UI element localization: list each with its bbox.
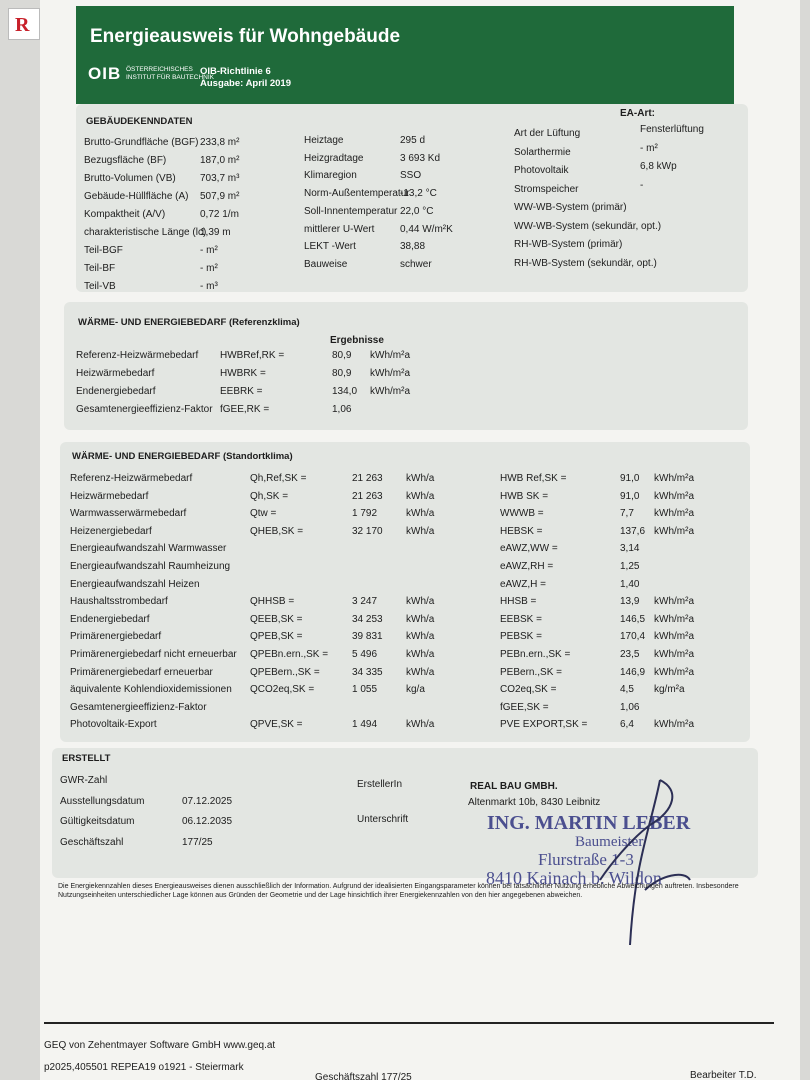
referenz-label: Heizwärmebedarf bbox=[76, 368, 155, 379]
standort-value: 34 253 bbox=[352, 613, 383, 625]
standort-value-2: 1,25 bbox=[620, 561, 640, 572]
standort-unit-2: kWh/m²a bbox=[654, 631, 694, 643]
standort-symbol-2: EEBSK = bbox=[500, 613, 542, 625]
standort-symbol: Qh,SK = bbox=[250, 490, 289, 502]
standort-unit: kWh/a bbox=[406, 649, 435, 660]
erstellt-value: 06.12.2035 bbox=[182, 816, 233, 827]
standort-value: 5 496 bbox=[352, 649, 378, 660]
standort-label: Warmwasserwärmebedarf bbox=[70, 508, 187, 520]
standort-unit-2: kWh/m²a bbox=[654, 649, 694, 660]
erstellt-label: Gültigkeitsdatum bbox=[60, 816, 135, 827]
standort-symbol: QHHSB = bbox=[250, 596, 295, 608]
standort-symbol: QPEB,SK = bbox=[250, 631, 303, 643]
standort-value: 1 055 bbox=[352, 684, 378, 696]
standort-symbol-2: HWB SK = bbox=[500, 490, 549, 502]
standort-value: 39 831 bbox=[352, 631, 383, 643]
standort-label: Heizenergiebedarf bbox=[70, 525, 152, 537]
standort-panel bbox=[60, 442, 750, 742]
standort-value-2: 1,40 bbox=[620, 578, 640, 590]
klima-value: 22,0 °C bbox=[400, 205, 434, 217]
ea-value: Fensterlüftung bbox=[640, 124, 704, 135]
ea-label: Art der Lüftung bbox=[514, 128, 581, 139]
standort-symbol: QEEB,SK = bbox=[250, 613, 303, 625]
klima-value: -13,2 °C bbox=[400, 188, 437, 200]
referenz-value: 1,06 bbox=[332, 404, 352, 415]
standort-label: Primärenergiebedarf nicht erneuerbar bbox=[70, 649, 237, 660]
referenz-label: Endenergiebedarf bbox=[76, 386, 156, 397]
standort-unit-2: kWh/m²a bbox=[654, 666, 694, 678]
bearbeiter-line: Bearbeiter T.D. bbox=[690, 1070, 757, 1080]
standort-unit-2: kg/m²a bbox=[654, 684, 685, 696]
erstellt-label: Ausstellungsdatum bbox=[60, 795, 145, 807]
klima-value: 295 d bbox=[400, 135, 426, 146]
gebaeude-value: 507,9 m² bbox=[200, 191, 240, 202]
gz-line: Geschäftszahl 177/25 bbox=[315, 1072, 412, 1080]
standort-symbol-2: fGEE,SK = bbox=[500, 701, 549, 713]
gebaeude-value: 187,0 m² bbox=[200, 155, 240, 166]
company-address: Altenmarkt 10b, 8430 Leibnitz bbox=[468, 797, 601, 808]
standort-value-2: 4,5 bbox=[620, 684, 634, 696]
standort-title: WÄRME- UND ENERGIEBEDARF (Standortklima) bbox=[72, 451, 293, 462]
klima-label: Heizgradtage bbox=[304, 152, 364, 164]
klima-label: Heiztage bbox=[304, 135, 344, 146]
stamp-name: ING. MARTIN LEBER bbox=[487, 812, 691, 834]
standort-symbol-2: PEBern.,SK = bbox=[500, 666, 562, 678]
standort-unit-2: kWh/m²a bbox=[654, 473, 694, 484]
standort-unit: kWh/a bbox=[406, 613, 435, 625]
referenz-symbol: EEBRK = bbox=[220, 386, 263, 397]
standort-unit: kWh/a bbox=[406, 473, 435, 484]
gebaeude-label: Teil-BF bbox=[84, 263, 116, 274]
ea-label: Stromspeicher bbox=[514, 183, 579, 195]
oib-institute: ÖSTERREICHISCHES INSTITUT FÜR BAUTECHNIK bbox=[126, 66, 214, 81]
header-banner bbox=[76, 6, 734, 104]
standort-unit: kWh/a bbox=[406, 596, 435, 608]
standort-label: Primärenergiebedarf bbox=[70, 631, 162, 643]
ea-value: 6,8 kWp bbox=[640, 161, 677, 172]
unterschrift-label: Unterschrift bbox=[357, 814, 409, 825]
standort-value-2: 23,5 bbox=[620, 649, 640, 660]
standort-symbol: QCO2eq,SK = bbox=[250, 684, 315, 696]
standort-symbol-2: WWWB = bbox=[500, 508, 544, 520]
gebaeude-value: 703,7 m³ bbox=[200, 173, 240, 184]
klima-label: Klimaregion bbox=[304, 170, 357, 182]
klima-label: mittlerer U-Wert bbox=[304, 223, 375, 235]
erstellt-label: Geschäftszahl bbox=[60, 836, 124, 848]
gebaeude-label: Teil-VB bbox=[84, 281, 116, 292]
gebaeude-label: Gebäude-Hüllfläche (A) bbox=[84, 191, 189, 202]
standort-symbol-2: HEBSK = bbox=[500, 525, 543, 537]
gebaeude-value: 0,72 1/m bbox=[200, 209, 239, 220]
standort-label: äquivalente Kohlendioxidemissionen bbox=[70, 684, 232, 696]
standort-symbol: QPEBern.,SK = bbox=[250, 666, 320, 678]
standort-value-2: 6,4 bbox=[620, 719, 634, 731]
ea-label: RH-WB-System (primär) bbox=[514, 239, 623, 250]
ea-label: Solarthermie bbox=[514, 146, 571, 158]
gebaeude-value: - m² bbox=[200, 245, 218, 256]
standort-value: 34 335 bbox=[352, 666, 383, 678]
referenz-symbol: HWBRef,RK = bbox=[220, 350, 285, 361]
ea-value: - m² bbox=[640, 142, 658, 154]
referenz-symbol: fGEE,RK = bbox=[220, 404, 270, 415]
gebaeude-label: Brutto-Volumen (VB) bbox=[84, 173, 176, 184]
stamp-street: Flurstraße 1-3 bbox=[538, 850, 634, 869]
gebaeude-label: Brutto-Grundfläche (BGF) bbox=[84, 137, 199, 148]
ea-label: WW-WB-System (sekundär, opt.) bbox=[514, 220, 662, 232]
gebaeude-value: 1,39 m bbox=[200, 227, 231, 238]
klima-label: LEKT -Wert bbox=[304, 241, 356, 253]
standort-unit: kWh/a bbox=[406, 631, 435, 643]
standort-symbol-2: eAWZ,H = bbox=[500, 578, 547, 590]
standort-value-2: 146,9 bbox=[620, 666, 646, 678]
referenz-value: 134,0 bbox=[332, 386, 358, 397]
standort-value-2: 170,4 bbox=[620, 631, 646, 643]
standort-symbol-2: PVE EXPORT,SK = bbox=[500, 719, 588, 731]
standort-unit: kg/a bbox=[406, 684, 425, 696]
referenz-symbol: HWBRK = bbox=[220, 368, 266, 379]
standort-symbol-2: eAWZ,WW = bbox=[500, 543, 558, 555]
standort-value-2: 1,06 bbox=[620, 701, 640, 713]
standort-symbol-2: PEBn.ern.,SK = bbox=[500, 649, 571, 660]
standort-unit-2: kWh/m²a bbox=[654, 508, 694, 520]
standort-value-2: 13,9 bbox=[620, 596, 640, 608]
standort-symbol-2: CO2eq,SK = bbox=[500, 684, 557, 696]
standort-unit: kWh/a bbox=[406, 525, 435, 537]
klima-label: Soll-Innentemperatur bbox=[304, 205, 398, 217]
referenz-label: Gesamtenergieeffizienz-Faktor bbox=[76, 404, 213, 415]
gebaeude-value: - m³ bbox=[200, 281, 218, 292]
standort-symbol: QPEBn.ern.,SK = bbox=[250, 649, 329, 660]
oib-guideline: OIB-Richtlinie 6 Ausgabe: April 2019 bbox=[200, 66, 291, 89]
standort-unit-2: kWh/m²a bbox=[654, 490, 694, 502]
standort-unit-2: kWh/m²a bbox=[654, 596, 694, 608]
referenz-title: WÄRME- UND ENERGIEBEDARF (Referenzklima) bbox=[78, 317, 300, 328]
erstellt-title: ERSTELLT bbox=[62, 753, 111, 764]
standort-value-2: 3,14 bbox=[620, 543, 640, 555]
standort-label: Haushaltsstrombedarf bbox=[70, 596, 168, 608]
standort-value-2: 91,0 bbox=[620, 473, 640, 484]
ea-art-label: EA-Art: bbox=[620, 108, 655, 119]
standort-label: Heizwärmebedarf bbox=[70, 490, 149, 502]
klima-label: Bauweise bbox=[304, 258, 348, 270]
referenz-unit: kWh/m²a bbox=[370, 368, 410, 379]
standort-label: Primärenergiebedarf erneuerbar bbox=[70, 666, 213, 678]
ea-label: Photovoltaik bbox=[514, 165, 569, 176]
standort-label: Referenz-Heizwärmebedarf bbox=[70, 473, 193, 484]
results-header: Ergebnisse bbox=[330, 335, 384, 346]
standort-value: 32 170 bbox=[352, 525, 383, 537]
standort-value: 3 247 bbox=[352, 596, 378, 608]
document-title: Energieausweis für Wohngebäude bbox=[90, 26, 401, 47]
klima-value: 0,44 W/m²K bbox=[400, 223, 453, 235]
standort-unit: kWh/a bbox=[406, 666, 435, 678]
standort-value-2: 146,5 bbox=[620, 613, 646, 625]
gebaeude-label: charakteristische Länge (lc) bbox=[84, 227, 207, 238]
klima-value: schwer bbox=[400, 258, 432, 270]
standort-symbol-2: eAWZ,RH = bbox=[500, 561, 554, 572]
standort-value-2: 137,6 bbox=[620, 525, 646, 537]
standort-value-2: 7,7 bbox=[620, 508, 634, 520]
standort-value: 21 263 bbox=[352, 473, 383, 484]
footnote: Die Energiekennzahlen dieses Energieausweises dienen ausschließlich der Information. Aufgrund der idealisierten Eingangsparameter können bei tatsächlicher Nutzung erhebliche Abweichungen auftreten. Insbesondere Nutzungseinheiten unterschiedlicher Lage können aus Gründen der Geometrie und der Lage hinsichtlich ihrer Energiekennzahlen von den hier angegebenen abweichen. bbox=[58, 883, 739, 899]
standort-symbol: QHEB,SK = bbox=[250, 525, 304, 537]
standort-symbol: Qtw = bbox=[250, 508, 277, 520]
gebaeude-label: Kompaktheit (A/V) bbox=[84, 209, 166, 220]
standort-symbol: Qh,Ref,SK = bbox=[250, 473, 307, 484]
standort-label: Energieaufwandszahl Raumheizung bbox=[70, 561, 231, 572]
company-name: REAL BAU GMBH. bbox=[470, 781, 558, 792]
standort-unit-2: kWh/m²a bbox=[654, 719, 694, 731]
standort-label: Gesamtenergieeffizienz-Faktor bbox=[70, 701, 207, 713]
gebaeude-label: Bezugsfläche (BF) bbox=[84, 155, 167, 166]
code-line: p2025,405501 REPEA19 o1921 - Steiermark bbox=[44, 1062, 244, 1073]
gebaeude-value: 233,8 m² bbox=[200, 137, 240, 148]
standort-label: Energieaufwandszahl Heizen bbox=[70, 578, 200, 590]
standort-value: 1 494 bbox=[352, 719, 378, 731]
gebaeude-label: Teil-BGF bbox=[84, 245, 123, 256]
standort-value: 1 792 bbox=[352, 508, 378, 520]
erstellt-value: 07.12.2025 bbox=[182, 795, 233, 807]
erstellt-value: 177/25 bbox=[182, 836, 213, 848]
standort-label: Photovoltaik-Export bbox=[70, 719, 157, 731]
signature-scribble bbox=[590, 770, 700, 950]
standort-unit: kWh/a bbox=[406, 490, 435, 502]
standort-value: 21 263 bbox=[352, 490, 383, 502]
klima-value: 3 693 Kd bbox=[400, 152, 441, 164]
erstellt-label: GWR-Zahl bbox=[60, 775, 108, 786]
standort-symbol-2: HWB Ref,SK = bbox=[500, 473, 567, 484]
klima-value: SSO bbox=[400, 170, 422, 182]
standort-unit-2: kWh/m²a bbox=[654, 525, 694, 537]
referenz-value: 80,9 bbox=[332, 350, 352, 361]
bottom-divider bbox=[44, 1022, 774, 1024]
standort-value-2: 91,0 bbox=[620, 490, 640, 502]
software-line: GEQ von Zehentmayer Software GmbH www.geq.at bbox=[44, 1040, 276, 1051]
standort-unit-2: kWh/m²a bbox=[654, 613, 694, 625]
klima-value: 38,88 bbox=[400, 241, 426, 253]
gebaeude-title: GEBÄUDEKENNDATEN bbox=[86, 116, 193, 127]
referenz-unit: kWh/m²a bbox=[370, 386, 410, 397]
standort-label: Endenergiebedarf bbox=[70, 613, 150, 625]
standort-symbol-2: HHSB = bbox=[500, 596, 537, 608]
gebaeude-value: - m² bbox=[200, 263, 218, 274]
referenz-label: Referenz-Heizwärmebedarf bbox=[76, 350, 199, 361]
oib-logo: OIB bbox=[88, 64, 122, 83]
stamp-city: 8410 Kainach b. Wildon bbox=[486, 868, 662, 888]
standort-symbol-2: PEBSK = bbox=[500, 631, 542, 643]
standort-unit: kWh/a bbox=[406, 719, 435, 731]
referenz-value: 80,9 bbox=[332, 368, 352, 379]
referenz-unit: kWh/m²a bbox=[370, 350, 410, 361]
ea-value: - bbox=[640, 179, 644, 191]
ersteller-label: ErstellerIn bbox=[357, 779, 403, 790]
corner-logo: R bbox=[8, 8, 40, 40]
ea-label: WW-WB-System (primär) bbox=[514, 202, 627, 213]
standort-symbol: QPVE,SK = bbox=[250, 719, 303, 731]
standort-unit: kWh/a bbox=[406, 508, 435, 520]
standort-label: Energieaufwandszahl Warmwasser bbox=[70, 543, 227, 555]
ea-label: RH-WB-System (sekundär, opt.) bbox=[514, 257, 657, 269]
stamp-title: Baumeister bbox=[575, 834, 644, 850]
klima-label: Norm-Außentemperatur bbox=[304, 188, 410, 200]
